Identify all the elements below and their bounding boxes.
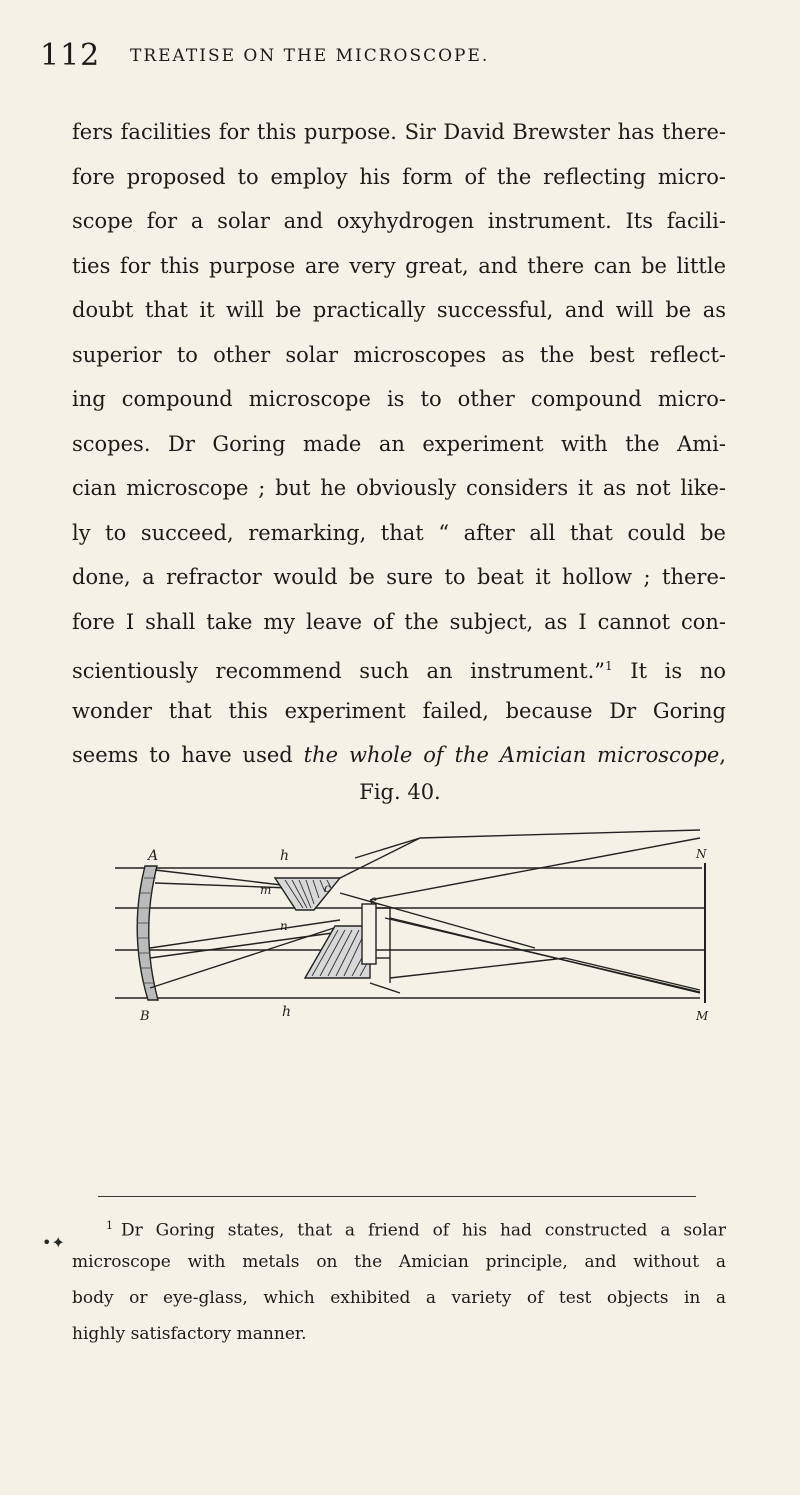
footnote	[72, 1208, 726, 1352]
text-segment: It is no	[612, 659, 726, 683]
label-N: N	[696, 847, 707, 861]
text-segment: scientiously recommend such an instrument.”	[72, 659, 605, 683]
ray-line	[370, 983, 400, 993]
ray-line	[150, 926, 340, 988]
body-text	[72, 110, 726, 778]
text-segment: seems to have used	[72, 743, 293, 767]
text-line-with-footnote-ref	[72, 644, 726, 689]
text-line: scope for a solar and oxyhydrogen instrument. Its facili-	[72, 209, 726, 233]
text-segment: ,	[719, 743, 726, 767]
ray-line	[390, 918, 700, 993]
ray-line	[565, 958, 700, 990]
footnote-line: highly satisfactory manner.	[72, 1324, 307, 1344]
footnote-reference[interactable]: 1	[604, 659, 613, 673]
text-segment: Dr Goring states, that a friend of his had constructed a solar	[121, 1220, 726, 1241]
text-line: ing compound microscope is to other compound micro-	[72, 387, 726, 411]
page-number: 112	[40, 38, 101, 73]
label-h-top: h	[280, 848, 290, 864]
text-line-with-italic	[72, 733, 726, 778]
label-A: A	[148, 848, 159, 864]
stage-block	[362, 904, 376, 964]
footnote-rule	[98, 1196, 696, 1197]
text-line: cian microscope ; but he obviously considers it as not like-	[72, 476, 726, 500]
left-lens	[137, 866, 158, 1000]
ray-line	[390, 958, 565, 978]
label-m: m	[260, 883, 272, 897]
text-line: superior to other solar microscopes as the best reflect-	[72, 342, 726, 367]
text-line: scopes. Dr Goring made an experiment with the Ami-	[72, 431, 726, 456]
figure-40-diagram	[100, 808, 740, 1108]
text-line: ties for this purpose are very great, and there can be little	[72, 253, 726, 278]
footnote-line: microscope with metals on the Amician principle, and without a	[72, 1252, 726, 1272]
ray-line	[340, 838, 420, 878]
label-e: e	[370, 893, 378, 907]
page-header	[40, 38, 760, 78]
footnote-marker: 1	[106, 1219, 113, 1232]
text-line: fore I shall take my leave of the subject, as I cannot con-	[72, 609, 726, 634]
text-line: ly to succeed, remarking, that “ after all that could be	[72, 520, 726, 545]
text-line: doubt that it will be practically successful, and will be as	[72, 298, 726, 322]
label-n: n	[280, 919, 288, 933]
figure-caption: Fig. 40.	[359, 780, 441, 804]
ray-line	[150, 920, 340, 948]
ray-line	[370, 838, 700, 900]
footnote-line	[72, 1208, 726, 1244]
ray-line	[420, 830, 700, 838]
text-line: done, a refractor would be sure to beat it hollow ; there-	[72, 565, 726, 589]
italic-phrase: the whole of the Amician microscope	[303, 743, 720, 767]
label-M: M	[696, 1009, 709, 1023]
footnote-line: body or eye-glass, which exhibited a variety of test objects in a	[72, 1288, 726, 1308]
optical-diagram-svg	[100, 808, 740, 1108]
running-head: TREATISE ON THE MICROSCOPE.	[130, 46, 490, 66]
label-B: B	[140, 1009, 150, 1024]
label-h-bottom: h	[282, 1004, 292, 1020]
text-line: fers facilities for this purpose. Sir David Brewster has there-	[72, 120, 726, 144]
text-line: wonder that this experiment failed, because Dr Goring	[72, 698, 726, 723]
text-line: fore proposed to employ his form of the reflecting micro-	[72, 164, 726, 189]
label-c: c	[324, 881, 331, 895]
stray-mark: •✦	[42, 1233, 65, 1252]
